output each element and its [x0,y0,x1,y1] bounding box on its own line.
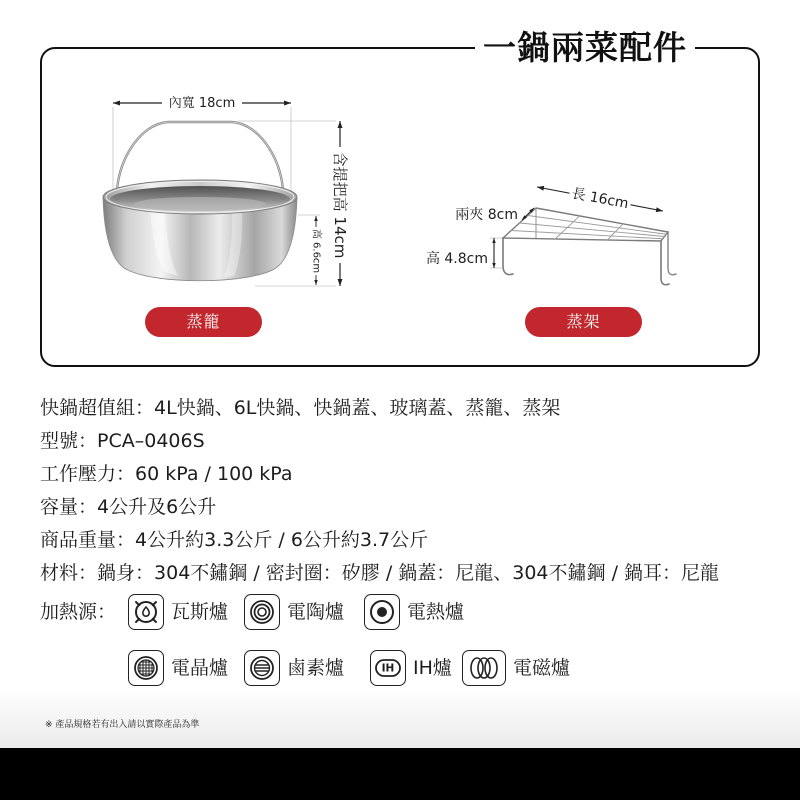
height-with-handle-label: 含提把高 14cm [331,151,349,259]
spec-colon: ： [78,562,98,584]
heat-source-crystal [128,650,228,686]
spec-label: 容量 [40,496,79,518]
ih-cooktop-icon [370,650,406,686]
induction-cooktop-icon [462,650,506,686]
rack-label-badge: 蒸架 [525,307,642,337]
heat-source-label: IH爐 [413,657,452,679]
crystal-cooktop-icon [128,650,164,686]
halogen-cooktop-icon [244,650,280,686]
heat-sources-title: 加熱源 [40,601,98,623]
body-height-label: 高 6.6cm [310,228,322,274]
spec-footnote: ※ 產品規格若有出入請以實際產品為準 [45,720,200,730]
heat-source-label: 鹵素爐 [287,657,345,679]
heat-source-label: 電磁爐 [513,657,571,679]
footer-fade [0,688,800,748]
heat-source-induction [462,650,570,686]
spec-colon: ： [78,496,98,518]
heat-source-label: 電晶爐 [171,657,229,679]
spec-label: 工作壓力 [40,463,117,485]
spec-weight [40,524,760,557]
heat-source-gas [128,594,228,630]
ih-icon-text: IH [381,662,395,675]
heat-source-ceramic [244,594,344,630]
spec-label: 型號 [40,430,79,452]
spec-label: 商品重量 [40,529,117,551]
spec-colon: ： [116,529,136,551]
heat-source-label: 電陶爐 [287,601,345,623]
spec-colon: ： [78,430,98,452]
heat-sources-colon: ： [97,601,117,623]
spec-label: 材料 [40,562,79,584]
electric-hotplate-icon [364,594,400,630]
rack-clip-width-label: 兩夾 8cm [455,207,518,223]
gas-stove-icon [128,594,164,630]
spec-value: 4公升約3.3公斤 / 6公升約3.7公斤 [135,529,429,551]
spec-value: 4公升及6公升 [97,496,217,518]
spec-model [40,425,760,458]
spec-pressure [40,458,760,491]
spec-colon: ： [116,463,136,485]
steamer-label-badge: 蒸籠 [145,307,262,337]
accessories-title: 一鍋兩菜配件 [475,29,695,67]
heat-source-label: 電熱爐 [407,601,465,623]
footer-bar [0,748,800,800]
spec-value: 4L快鍋、6L快鍋、快鍋蓋、玻璃蓋、蒸籠、蒸架 [154,397,561,419]
spec-bundle [40,392,760,425]
spec-value: 60 kPa / 100 kPa [135,463,293,485]
spec-material [40,557,760,590]
spec-label: 快鍋超值組 [40,397,136,419]
ceramic-cooktop-icon [244,594,280,630]
spec-colon: ： [135,397,155,419]
spec-list [40,392,760,590]
heat-source-electric [364,594,464,630]
rack-clip-width-arrow [522,208,534,220]
heat-source-halogen [244,650,344,686]
heat-source-label: 瓦斯爐 [171,601,229,623]
spec-value: PCA–0406S [97,430,205,452]
spec-value: 鍋身：304不鏽鋼 / 密封圈：矽膠 / 鍋蓋：尼龍、304不鏽鋼 / 鍋耳：尼龍 [97,562,720,584]
inner-width-label: 內寬 18cm [168,96,236,111]
heat-source-ih [370,650,452,686]
steamer-rack-illustration [420,176,690,296]
rack-length-label: 長 16cm [570,185,630,213]
heat-sources-label [40,597,116,627]
rack-wire-frame [503,208,676,285]
steamer-basket-illustration [90,90,360,300]
rack-height-label: 高 4.8cm [425,251,488,267]
spec-capacity [40,491,760,524]
